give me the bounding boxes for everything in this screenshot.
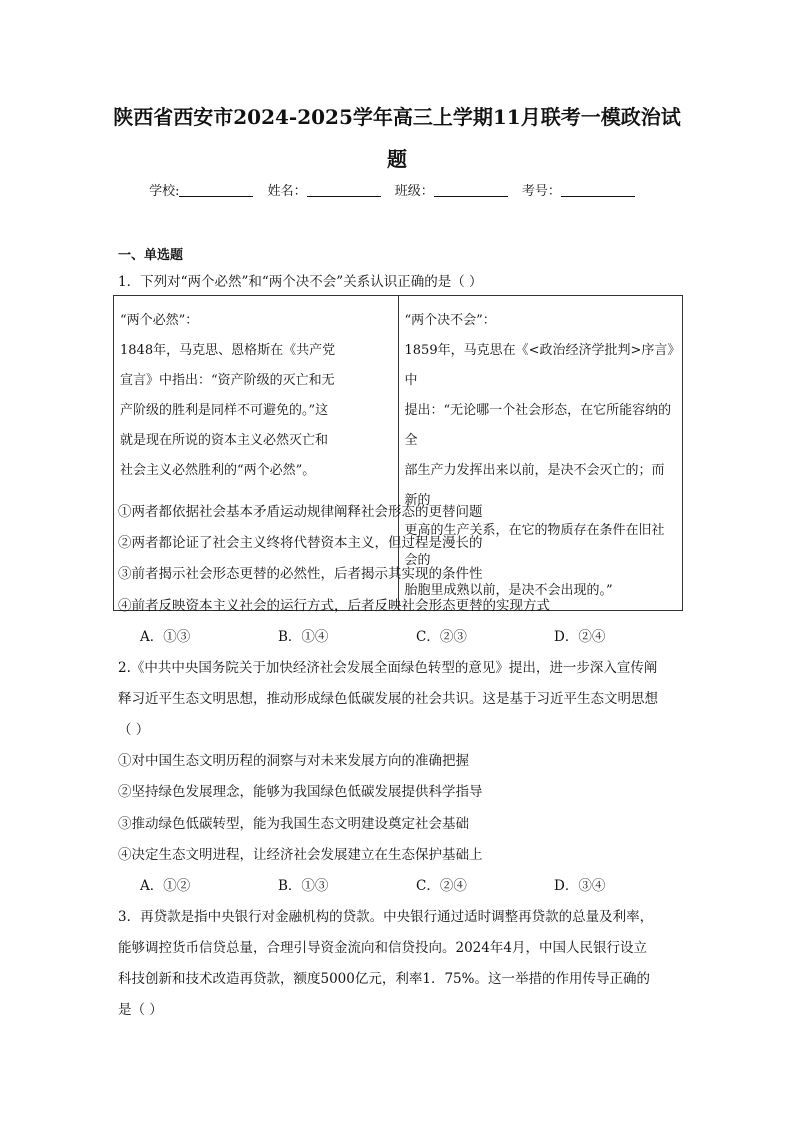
q1-option-1: ①两者都依据社会基本矛盾运动规律阐释社会形态的更替问题 — [118, 504, 483, 520]
class-label: 班级： — [394, 184, 434, 199]
q1-right-line: 1859年，马克思在《<政治经济学批判>序言》中 — [404, 343, 674, 388]
q2-choice-c[interactable]: C．②④ — [416, 878, 467, 894]
q1-choice-d[interactable]: D．②④ — [554, 629, 606, 645]
q1-right-line: 部生产力发挥出来以前，是决不会灭亡的；而新的 — [404, 463, 665, 508]
q1-right-line: 提出：“无论哪一个社会形态，在它所能容纳的全 — [404, 403, 672, 448]
q1-left-line: 产阶级的胜利是同样不可避免的。”这 — [120, 403, 329, 418]
title-line-1: 陕西省西安市2024-2025学年高三上学期11月联考一模政治试 — [113, 105, 681, 129]
class-blank[interactable] — [434, 184, 508, 197]
q2-line-2: 释习近平生态文明思想，推动形成绿色低碳发展的社会共识。这是基于习近平生态文明思想 — [118, 691, 658, 707]
exam-no-blank[interactable] — [561, 184, 635, 197]
q2-line-3: （ ） — [118, 722, 150, 738]
q3-line-4: 是（ ） — [118, 1002, 163, 1018]
q2-option-1: ①对中国生态文明历程的洞察与对未来发展方向的准确把握 — [118, 753, 469, 769]
page-title — [100, 96, 694, 180]
q2-option-2: ②坚持绿色发展理念，能够为我国绿色低碳发展提供科学指导 — [118, 784, 483, 800]
name-blank[interactable] — [307, 184, 381, 197]
q1-right-line: 胎胞里成熟以前，是决不会出现的。” — [404, 583, 613, 598]
q1-choices — [140, 625, 692, 645]
section-heading: 一、单选题 — [118, 248, 184, 263]
exam-no-label: 考号： — [521, 184, 561, 199]
school-label: 学校: — [149, 184, 180, 199]
name-label: 姓名： — [267, 184, 307, 199]
q1-left-line: 就是现在所说的资本主义必然灭亡和 — [120, 433, 329, 448]
q1-stem: 1．下列对“两个必然”和“两个决不会”关系认识正确的是（ ） — [118, 274, 483, 290]
q1-option-2: ②两者都论证了社会主义终将代替资本主义，但过程是漫长的 — [118, 535, 483, 551]
student-info-row — [0, 180, 794, 199]
q1-choice-a[interactable]: A．①③ — [140, 629, 191, 645]
q1-left-line: “两个必然”： — [120, 313, 199, 328]
q1-option-3: ③前者揭示社会形态更替的必然性，后者揭示其实现的条件性 — [118, 566, 483, 582]
q3-line-3: 科技创新和技术改造再贷款，额度5000亿元，利率1．75%。这一举措的作用传导正确的 — [118, 971, 650, 987]
q2-option-4: ④决定生态文明进程，让经济社会发展建立在生态保护基础上 — [118, 847, 483, 863]
q1-option-4: ④前者反映资本主义社会的运行方式，后者反映社会形态更替的实现方式 — [118, 598, 550, 614]
q2-choices — [140, 874, 692, 894]
q2-choice-a[interactable]: A．①② — [140, 878, 191, 894]
q1-left-line: 宣言》中指出：“资产阶级的灭亡和无 — [120, 373, 335, 388]
q1-choice-b[interactable]: B．①④ — [278, 629, 329, 645]
q1-right-line: “两个决不会”： — [404, 313, 496, 328]
q3-line-1: 3．再贷款是指中央银行对金融机构的贷款。中央银行通过适时调整再贷款的总量及利率， — [118, 909, 654, 925]
q2-choice-d[interactable]: D．③④ — [554, 878, 606, 894]
q3-line-2: 能够调控货币信贷总量，合理引导资金流向和信贷投向。2024年4月，中国人民银行设立 — [118, 940, 647, 956]
q1-choice-c[interactable]: C．②③ — [416, 629, 467, 645]
q2-choice-b[interactable]: B．①③ — [278, 878, 329, 894]
q1-left-line: 1848年，马克思、恩格斯在《共产党 — [120, 343, 336, 358]
q1-right-line: 更高的生产关系，在它的物质存在条件在旧社会的 — [404, 523, 665, 568]
q2-option-3: ③推动绿色低碳转型，能为我国生态文明建设奠定社会基础 — [118, 816, 469, 832]
title-line-2: 题 — [387, 147, 407, 171]
school-blank[interactable] — [179, 184, 253, 197]
q2-line-1: 2.《中共中央国务院关于加快经济社会发展全面绿色转型的意见》提出，进一步深入宣传阐 — [118, 660, 658, 676]
q1-left-line: 社会主义必然胜利的“两个必然”。 — [120, 463, 316, 478]
